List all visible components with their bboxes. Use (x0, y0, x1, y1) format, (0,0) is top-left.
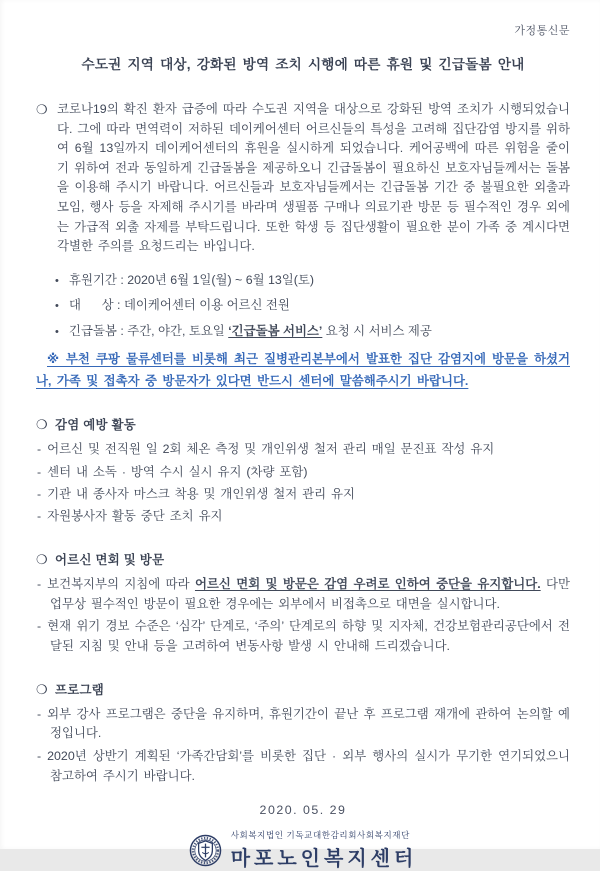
list-item-text: 현재 위기 경보 수준은 ‘심각’ 단계로, ‘주의’ 단계로의 하향 및 지자체, 건강보험관리공단에서 전달된 지침 및 안내 등을 고려하여 변동사항 발생 시 안내해 드리겠습니다. (47, 619, 570, 653)
bullet-dot-icon: • (55, 300, 59, 313)
key-info-list (36, 268, 570, 345)
blue-warning-notice: ※ 부천 쿠팡 물류센터를 비롯해 최근 질병관리본부에서 발표한 집단 감염지에 방문을 하셨거나, 가족 및 접촉자 중 방문자가 있다면 반드시 센터에 말씀해주시기 바랍니다. (36, 352, 570, 388)
info-value: 데이케어센터 이용 어르신 전원 (123, 298, 290, 313)
info-value-post: 요청 시 서비스 제공 (322, 323, 432, 338)
list-item (36, 575, 570, 615)
circle-bullet-icon: ❍ (36, 681, 48, 697)
info-label: 휴원기간 (69, 272, 117, 287)
info-label: 대 상 (69, 298, 114, 313)
info-separator: : (113, 298, 124, 313)
list-item (36, 507, 570, 527)
dash-bullet-icon: - (37, 748, 42, 763)
bullet-dot-icon: • (55, 325, 59, 338)
center-name: 마포노인복지센터 (230, 848, 418, 871)
info-value: 2020년 6월 1일(월) ~ 6월 13일(토) (127, 272, 314, 287)
list-item-text: 보건복지부의 지침에 따라 (47, 576, 195, 591)
info-row-emergency-care (55, 319, 570, 345)
dash-bullet-icon: - (37, 576, 42, 591)
list-item-text: 기관 내 종사자 마스크 착용 및 개인위생 철저 관리 유지 (47, 486, 355, 501)
section-heading-text: 어르신 면회 및 방문 (54, 552, 165, 567)
list-item (36, 485, 570, 505)
list-item (36, 463, 570, 483)
section-heading (36, 550, 570, 568)
section-heading-text: 감염 예방 활동 (54, 418, 137, 433)
circle-bullet-icon: ❍ (36, 551, 48, 567)
info-value-pre: 주간, 야간, 토요일 (127, 323, 229, 338)
dash-bullet-icon: - (37, 486, 42, 501)
intro-paragraph (36, 100, 570, 257)
dash-bullet-icon: - (37, 619, 42, 634)
list-item (36, 440, 570, 460)
list-item (36, 705, 570, 745)
document-type-label: 가정통신문 (514, 25, 570, 37)
list-item-text: 어르신 및 전직원 일 2회 체온 측정 및 개인위생 철저 관리 매일 문진표 작성 유지 (47, 442, 495, 457)
info-value-emphasis: ‘긴급돌봄 서비스’ (228, 323, 323, 338)
list-item-text: 2020년 상반기 계획된 ‘가족간담회’를 비롯한 집단 · 외부 행사의 실시가 무기한 연기되었으니 참고하여 주시기 바랍니다. (47, 748, 570, 783)
section-programs (36, 680, 570, 787)
dash-bullet-icon: - (37, 509, 42, 524)
section-heading (36, 415, 570, 433)
circle-bullet-icon: ❍ (36, 417, 48, 433)
section-heading (36, 680, 570, 698)
list-item (36, 747, 570, 787)
list-item-emphasis: 어르신 면회 및 방문은 감염 우려로 인하여 중단을 유지합니다. (194, 576, 541, 591)
foundation-name: 사회복지법인 기독교대한감리회사회복지재단 (230, 830, 410, 841)
dash-bullet-icon: - (37, 706, 42, 721)
bullet-dot-icon: • (55, 274, 59, 287)
dash-bullet-icon: - (37, 442, 42, 457)
intro-text: 코로나19의 확진 환자 급증에 따라 수도권 지역을 대상으로 강화된 방역 조치가 시행되었습니다. 그에 따라 면역력이 저하된 데이케어센터 어르신들의 특성을 고려해 집단감염 방지를 위하여 6월 13일까지 데이케어센터의 휴원을 실시하게 되었습니다. 케어공백에 따른 위험을 줄이기 위하여 전과 동일하게 긴급돌봄을 제공하오니 긴급돌봄이 필요하신 보호자님들께서는 돌봄을 이용해 주시기 바랍니다. 어르신들과 보호자님들께서는 긴급돌봄 기간 중 불필요한 외출과 모임, 행사 등을 자제해 주시기를 바라며 생필품 구매나 의료기관 방문 등 필수적인 경우 외에는 가급적 외출 자제를 부탁드립니다. 또한 학생 등 집단생활이 필요한 분이 가족 중 계시다면 각별한 주의를 요청드리는 바입니다. (57, 102, 570, 254)
list-item-text: 자원봉사자 활동 중단 조치 유지 (47, 509, 223, 524)
section-visits (36, 550, 570, 657)
dash-bullet-icon: - (37, 464, 42, 479)
info-separator: : (116, 323, 128, 338)
section-infection-prevention (36, 415, 570, 527)
circle-bullet-icon: ❍ (36, 102, 48, 117)
info-separator: : (116, 272, 128, 287)
info-row-target (55, 293, 570, 319)
organization-names (231, 829, 418, 871)
organization-footer (36, 829, 570, 871)
issue-date: 2020. 05. 29 (259, 803, 347, 818)
document-title: 수도권 지역 대상, 강화된 방역 조치 시행에 따른 휴원 및 긴급돌봄 안내 (81, 57, 525, 72)
list-item-text: 다만 업무상 필수적인 방문이 필요한 경우에는 외부에서 비접촉으로 대면을 실시합니다. (50, 576, 570, 611)
section-heading-text: 프로그램 (54, 682, 105, 697)
center-seal-emblem-icon (189, 834, 222, 867)
info-row-closure-period (55, 268, 570, 294)
list-item-text: 외부 강사 프로그램은 중단을 유지하며, 휴원기간이 끝난 후 프로그램 재개에 관하여 논의할 예정입니다. (47, 706, 570, 741)
info-label: 긴급돌봄 (69, 323, 117, 338)
list-item (36, 617, 570, 657)
list-item-text: 센터 내 소독 · 방역 수시 실시 유지 (차량 포함) (47, 464, 308, 479)
